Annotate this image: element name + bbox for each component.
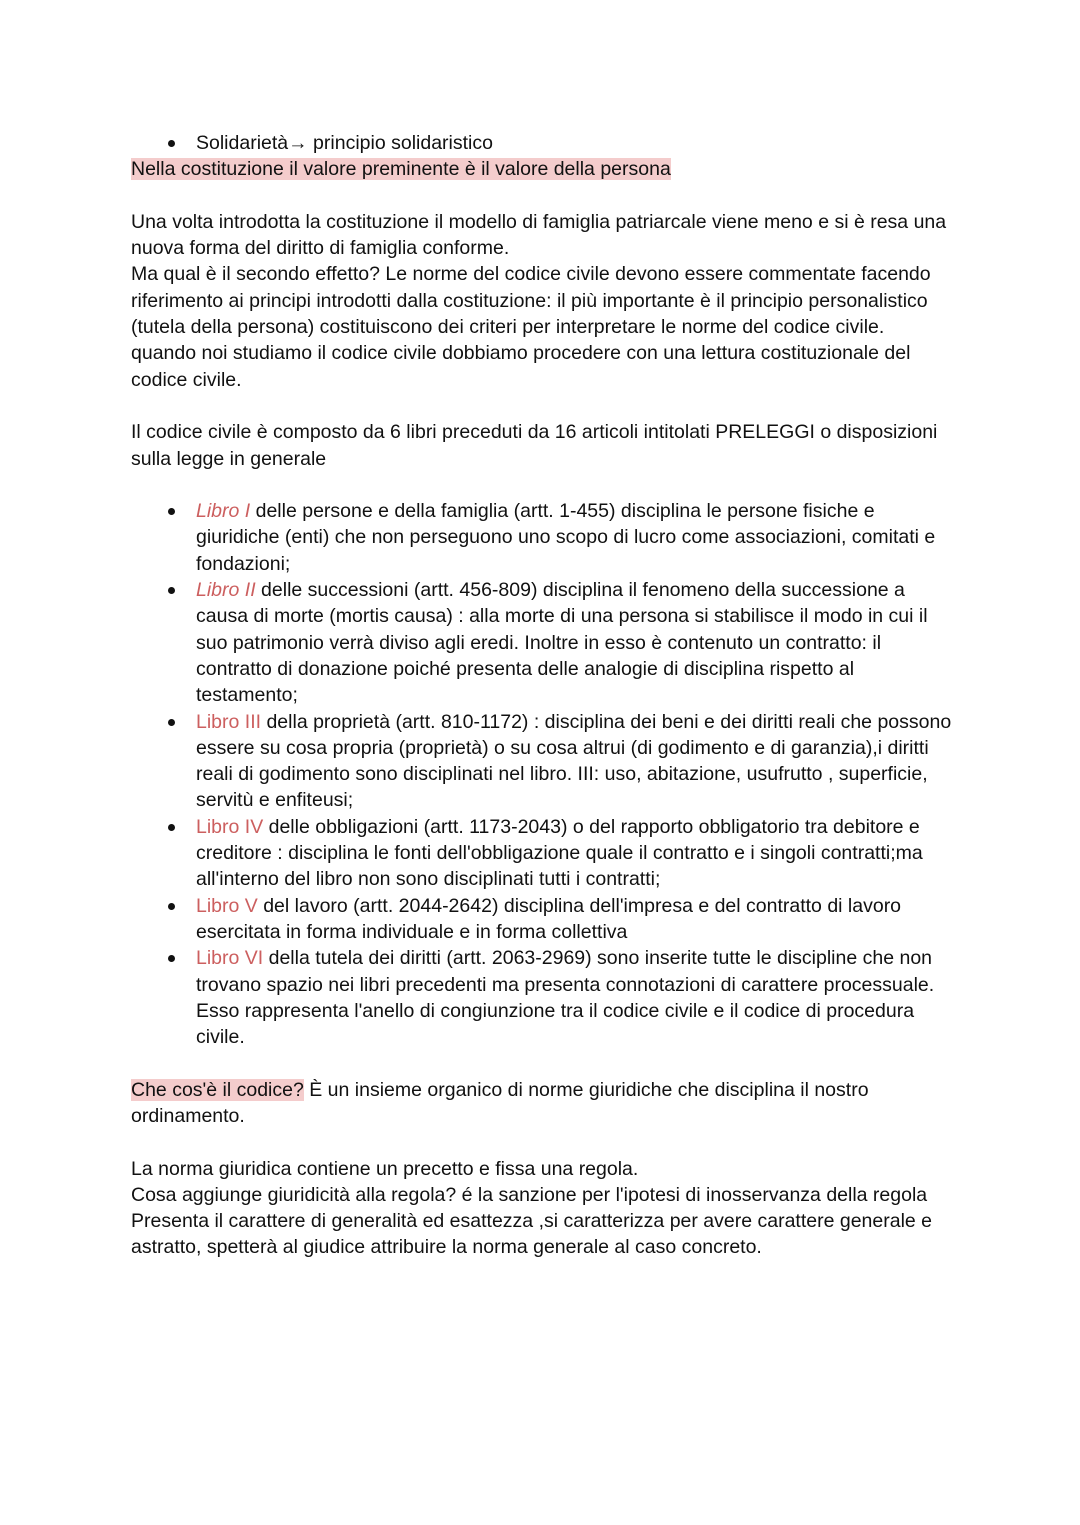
paragraph-giuridicita: Cosa aggiunge giuridicità alla regola? é la sanzione per l'ipotesi di inosservanza della regola — [131, 1183, 928, 1206]
book-label: Libro IV — [196, 815, 264, 838]
book-description: delle successioni (artt. 456-809) disciplina il fenomeno della successione a causa di morte (mortis causa) : alla morte di una persona si stabilisce il modo in cui il suo patrimonio verrà diviso agli eredi. Inoltre in esso è contenuto un contratto: il contratto di donazione poiché presenta delle analogie di disciplina rispetto al testamento; — [196, 579, 928, 707]
book-description: della tutela dei diritti (artt. 2063-2969) sono inserite tutte le discipline che non trovano spazio nei libri precedenti ma presenta connotazioni di carattere processuale. Esso rappresenta l'anello di congiunzione tra il codice civile e il codice di procedura civile. — [196, 947, 935, 1049]
spacer — [131, 472, 961, 498]
highlight-text: Nella costituzione il valore preminente è il valore della persona — [131, 158, 671, 181]
books-list — [131, 498, 961, 1050]
list-item-libro-6 — [131, 945, 961, 1050]
book-description: delle obbligazioni (artt. 1173-2043) o del rapporto obbligatorio tra debitore e creditore : disciplina le fonti dell'obbligazione quale il contratto e i singoli contratti;ma all'interno del libro non sono disciplinati tutti i contratti; — [196, 815, 923, 891]
list-item-libro-5 — [131, 893, 961, 946]
bullet-text: Solidarietà→ principio solidaristico — [196, 132, 493, 154]
book-label: Libro II — [196, 579, 256, 602]
spacer — [131, 393, 961, 419]
spacer — [131, 1050, 961, 1076]
paragraph-norma-giuridica: La norma giuridica contiene un precetto e fissa una regola. — [131, 1157, 639, 1180]
paragraph-che-cose-codice — [131, 1077, 961, 1130]
question-highlight: Che cos'è il codice? — [131, 1078, 304, 1101]
paragraph-costituzione: Una volta introdotta la costituzione il modello di famiglia patriarcale viene meno e si è resa una nuova forma del diritto di famiglia conforme. — [131, 210, 947, 260]
book-label: Libro VI — [196, 947, 264, 970]
list-item-libro-1 — [131, 498, 961, 577]
list-item-libro-2 — [131, 577, 961, 708]
paragraph-codice-composizione: Il codice civile è composto da 6 libri preceduti da 16 articoli intitolati PRELEGGI o disposizioni sulla legge in generale — [131, 421, 938, 470]
spacer — [131, 183, 961, 209]
highlighted-statement — [131, 156, 961, 182]
book-label: Libro III — [196, 710, 262, 733]
bullet-solidarieta — [131, 130, 961, 156]
paragraph-generalita: Presenta il carattere di generalità ed esattezza ,si caratterizza per avere carattere generale e astratto, spetterà al giudice attribuire la norma generale al caso concreto. — [131, 1210, 933, 1259]
paragraph-secondo-effetto: Ma qual è il secondo effetto? Le norme del codice civile devono essere commentate facendo riferimento ai principi introdotti dalla costituzione: il più importante è il principio personalistico (tutela della persona) costituiscono dei criteri per interpretare le norme del codice civile. — [131, 263, 931, 339]
book-label: Libro I — [196, 500, 251, 523]
list-item-libro-3 — [131, 709, 961, 814]
list-item-libro-4 — [131, 814, 961, 893]
paragraph-lettura-costituzionale: quando noi studiamo il codice civile dobbiamo procedere con una lettura costituzionale del codice civile. — [131, 342, 911, 391]
document-page — [131, 130, 961, 1261]
book-label: Libro V — [196, 894, 258, 917]
book-description: delle persone e della famiglia (artt. 1-455) disciplina le persone fisiche e giuridiche (enti) che non perseguono uno scopo di lucro come associazioni, comitati e fondazioni; — [196, 500, 936, 575]
question-answer: È un insieme organico di norme giuridiche che disciplina il nostro ordinamento. — [131, 1078, 869, 1127]
top-bullet-list — [131, 130, 961, 156]
book-description: della proprietà (artt. 810-1172) : disciplina dei beni e dei diritti reali che possono essere su cosa propria (proprietà) o su cosa altrui (di godimento e di garanzia),i diritti reali di godimento sono disciplinati nel libro. III: uso, abitazione, usufrutto , superficie, servitù e enfiteusi; — [196, 710, 952, 812]
spacer — [131, 1129, 961, 1155]
book-description: del lavoro (artt. 2044-2642) disciplina dell'impresa e del contratto di lavoro esercitata in forma individuale e in forma collettiva — [196, 894, 902, 943]
